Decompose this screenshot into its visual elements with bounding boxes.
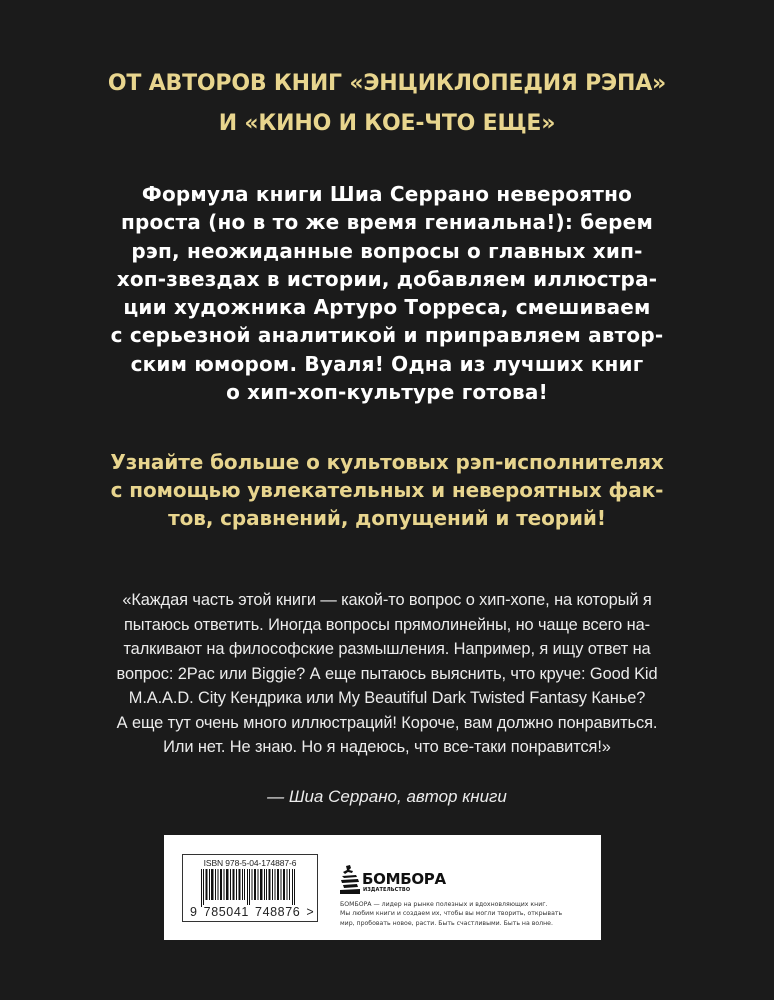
description-line: Формула книги Шиа Серрано невероятно (141, 182, 633, 206)
author-quote (0, 588, 774, 760)
description-line: проста (но в то же время гениальна!): берем (120, 210, 653, 235)
bombora-wave-rider-icon (340, 865, 360, 895)
barcode-group-1: 785041 (203, 905, 249, 919)
description-line: хоп-звездах в истории, добавляем иллюстра- (116, 266, 658, 291)
description-line: ции художника Артуро Торреса, смешиваем (123, 295, 651, 320)
highlight-line: с помощью увлекательных и невероятных фак- (110, 478, 664, 502)
description-line: с серьезной аналитикой и приправляем автор- (110, 323, 664, 348)
publisher-description-line: БОМБОРА — лидер на рынке полезных и вдохновляющих книг. (340, 901, 548, 908)
highlight-paragraph (0, 448, 774, 532)
description-line: рэп, неожиданные вопросы о главных хип- (131, 238, 643, 263)
quote-line: M.A.A.D. City Кендрика или My Beautiful Dark Twisted Fantasy Канье? (128, 689, 646, 707)
barcode-group-2: 748876 (255, 905, 301, 919)
book-description (0, 180, 774, 406)
publisher-logo (340, 865, 446, 895)
description-line: ским юмором. Вуаля! Одна из лучших книг (130, 351, 644, 376)
highlight-line: тов, сравнений, допущений и теорий! (168, 506, 606, 530)
barcode-digits (189, 905, 315, 919)
quote-line: Или нет. Не знаю. Но я надеюсь, что все-таки понравится!» (163, 738, 611, 756)
isbn-barcode (182, 854, 318, 922)
isbn-label: ISBN 978-5-04-174887-6 (203, 858, 297, 868)
highlight-line: Узнайте больше о культовых рэп-исполнителях (110, 450, 664, 474)
barcode-bars-icon (201, 869, 297, 907)
quote-attribution: — Шиа Серрано, автор книги (267, 787, 507, 806)
headline (0, 64, 774, 144)
quote-line: вопрос: 2Pac или Biggie? А еще пытаюсь выяснить, что круче: Good Kid (116, 664, 658, 683)
quote-line: «Каждая часть этой книги — какой-то вопрос о хип-хопе, на который я (122, 591, 652, 609)
quote-line: А еще тут очень много иллюстраций! Короче, вам должно понравиться. (116, 713, 658, 732)
barcode-tail: > (306, 905, 315, 919)
quote-line: пытаюсь ответить. Иногда вопросы прямолинейны, но чаще всего на- (124, 615, 650, 634)
quote-line: талкивают на философские размышления. Например, я ищу ответ на (123, 640, 651, 658)
publisher-description-line: Мы любим книги и создаем их, чтобы вы могли творить, открывать (340, 910, 563, 918)
headline-line: И «КИНО И КОЕ-ЧТО ЕЩЕ» (218, 111, 556, 136)
barcode-lead-digit: 9 (190, 905, 198, 919)
publisher-description-line: мир, пробовать новое, расти. Быть счастливыми. Быть на волне. (340, 919, 553, 927)
imprint-panel (164, 835, 601, 940)
publisher-name: БОМБОРА (362, 870, 446, 888)
publisher-description (340, 900, 590, 928)
headline-line: ОТ АВТОРОВ КНИГ «ЭНЦИКЛОПЕДИЯ РЭПА» (107, 71, 667, 96)
description-line: о хип-хоп-культуре готова! (226, 380, 548, 405)
publisher-subtitle: ИЗДАТЕЛЬСТВО (363, 887, 411, 893)
